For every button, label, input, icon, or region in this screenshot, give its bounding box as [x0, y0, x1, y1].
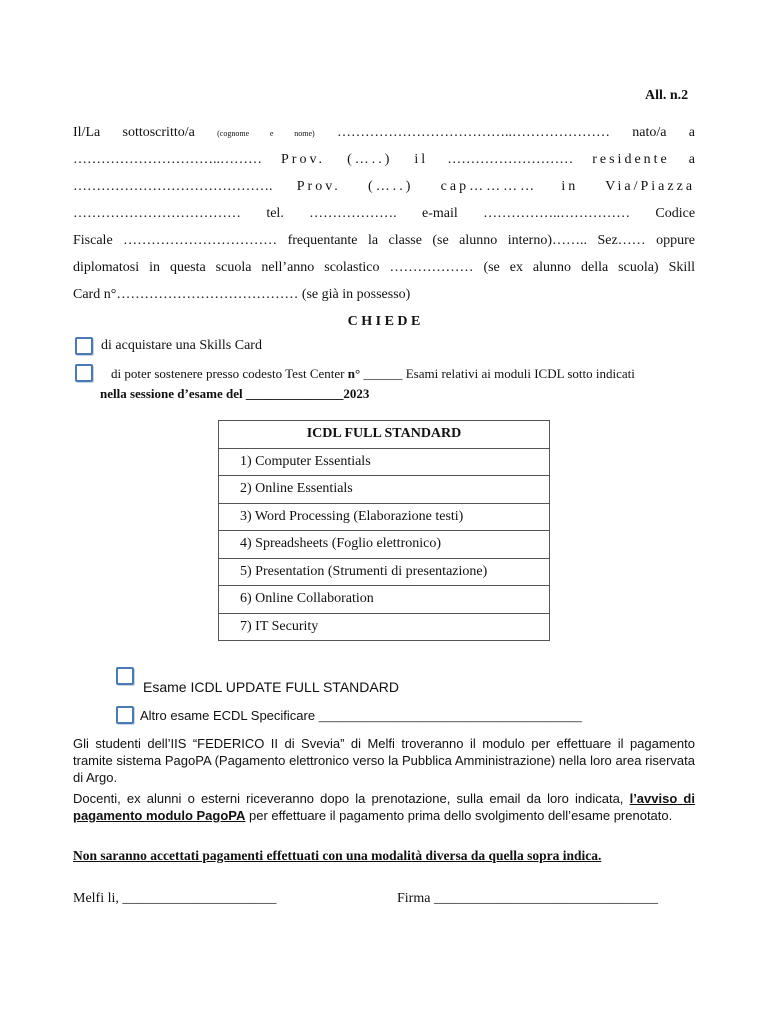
skill-label: Skill	[668, 260, 696, 275]
oppure-label: oppure	[656, 233, 696, 248]
name-note: (cognome e nome)	[217, 129, 315, 138]
signature-line	[397, 891, 658, 907]
street-label: in Via/Piazza	[561, 179, 696, 194]
table-row: 5) Presentation (Strumenti di presentazione)	[219, 558, 550, 586]
session-year: 2023	[343, 386, 370, 401]
born-label: nato/a a	[632, 125, 696, 140]
tel-field[interactable]: ……………….	[309, 206, 397, 221]
subscriber-label: Il/La sottoscritto/a	[73, 125, 195, 140]
payment-info-students: Gli studenti dell’IIS “FEDERICO II di Svevia” di Melfi troveranno il modulo per effettuare il pagamento tramite sistema PagoPA (Pagamento elettronico verso la Pubblica Amministrazione) nella loro area riservata di Argo.	[73, 736, 695, 785]
email-field[interactable]: ……………..……………	[483, 206, 631, 221]
header-line-6	[73, 260, 695, 276]
street-field[interactable]: ………………………………	[73, 206, 241, 221]
skills-card-label: di acquistare una Skills Card	[101, 338, 262, 353]
prov-cap-label: Prov. (…..) cap…………	[296, 179, 538, 194]
header-line-3	[73, 179, 695, 195]
place-label: Melfi li,	[73, 891, 119, 906]
graduated-label: diplomatosi in questa scuola nell’anno scolastico	[73, 260, 380, 275]
section-label: Sez……	[597, 233, 646, 248]
signature-field[interactable]: ________________________________	[433, 891, 658, 906]
exam-checkbox[interactable]	[75, 364, 93, 382]
skill-card-field[interactable]: Card n°…………………………………	[73, 287, 299, 302]
header-line-7	[73, 287, 695, 303]
skill-card-note: (se già in possesso)	[301, 287, 411, 302]
residence-field[interactable]: …………………………………….	[73, 179, 273, 194]
table-row: 6) Online Collaboration	[219, 586, 550, 614]
email-label: e-mail	[421, 206, 458, 221]
other-exam-field[interactable]: ___________________________________________	[318, 711, 582, 723]
resident-a-label: a	[688, 152, 695, 167]
exam-count-field[interactable]: ______	[363, 366, 403, 381]
skills-card-checkbox[interactable]	[75, 337, 93, 355]
external-text-a: Docenti, ex alunni o esterni riceveranno dopo la prenotazione, sulla email da loro indicata,	[73, 791, 624, 806]
tel-label: tel.	[266, 206, 284, 221]
ex-student-label: (se ex alunno della scuola)	[483, 260, 659, 275]
exam-label	[111, 366, 635, 382]
other-exam-checkbox[interactable]	[116, 706, 134, 724]
fiscale-label: Fiscale	[73, 233, 113, 248]
attachment-label: All. n.2	[645, 88, 689, 103]
table-row: 7) IT Security	[219, 613, 550, 641]
name-field[interactable]: ………………………………..…………………	[337, 125, 610, 140]
birthdate-field[interactable]: ………………………	[447, 152, 574, 167]
school-year-field[interactable]: ………………	[389, 260, 474, 275]
table-row: 4) Spreadsheets (Foglio elettronico)	[219, 531, 550, 559]
place-date-field[interactable]: ______________________	[122, 891, 277, 906]
icdl-modules-table	[218, 420, 550, 641]
exam-text-b: Esami relativi ai moduli ICDL sotto indicati	[405, 366, 635, 381]
request-title: C H I E D E	[347, 314, 421, 329]
place-date-line	[73, 891, 276, 907]
resident-label: residente	[592, 152, 670, 167]
payment-warning: Non saranno accettati pagamenti effettuati con una modalità diversa da quella sopra indica.	[73, 848, 602, 863]
update-exam-checkbox[interactable]	[116, 667, 134, 685]
header-line-1	[73, 125, 695, 142]
class-label: frequentante la classe (se alunno interno)……..	[287, 233, 588, 248]
codice-label: Codice	[655, 206, 696, 221]
update-exam-label: Esame ICDL UPDATE FULL STANDARD	[143, 679, 399, 695]
header-line-5	[73, 233, 695, 249]
header-line-4	[73, 206, 695, 222]
birthplace-field[interactable]: …………………………..………	[73, 152, 262, 167]
table-row: 3) Word Processing (Elaborazione testi)	[219, 503, 550, 531]
table-header: ICDL FULL STANDARD	[219, 421, 550, 449]
table-row: 1) Computer Essentials	[219, 448, 550, 476]
header-line-2	[73, 152, 695, 168]
signature-label: Firma	[397, 891, 431, 906]
prov-birth-label: Prov. (…..) il	[281, 152, 429, 167]
table-row: 2) Online Essentials	[219, 476, 550, 504]
other-exam-line	[140, 708, 582, 723]
fiscal-code-field[interactable]: ……………………………	[123, 233, 278, 248]
session-date-field[interactable]: _______________	[245, 386, 344, 401]
exam-n-label: n°	[347, 366, 361, 381]
payment-info-external	[73, 790, 695, 824]
exam-text-a: di poter sostenere presso codesto Test Center	[111, 366, 345, 381]
external-text-b: per effettuare il pagamento prima dello svolgimento dell’esame prenotato.	[249, 808, 673, 823]
session-label: nella sessione d’esame del	[100, 386, 243, 401]
other-exam-label: Altro esame ECDL Specificare	[140, 708, 316, 723]
session-line	[100, 386, 369, 402]
pagopa-notice: l’avviso di pagamento modulo PagoPA	[73, 791, 695, 823]
